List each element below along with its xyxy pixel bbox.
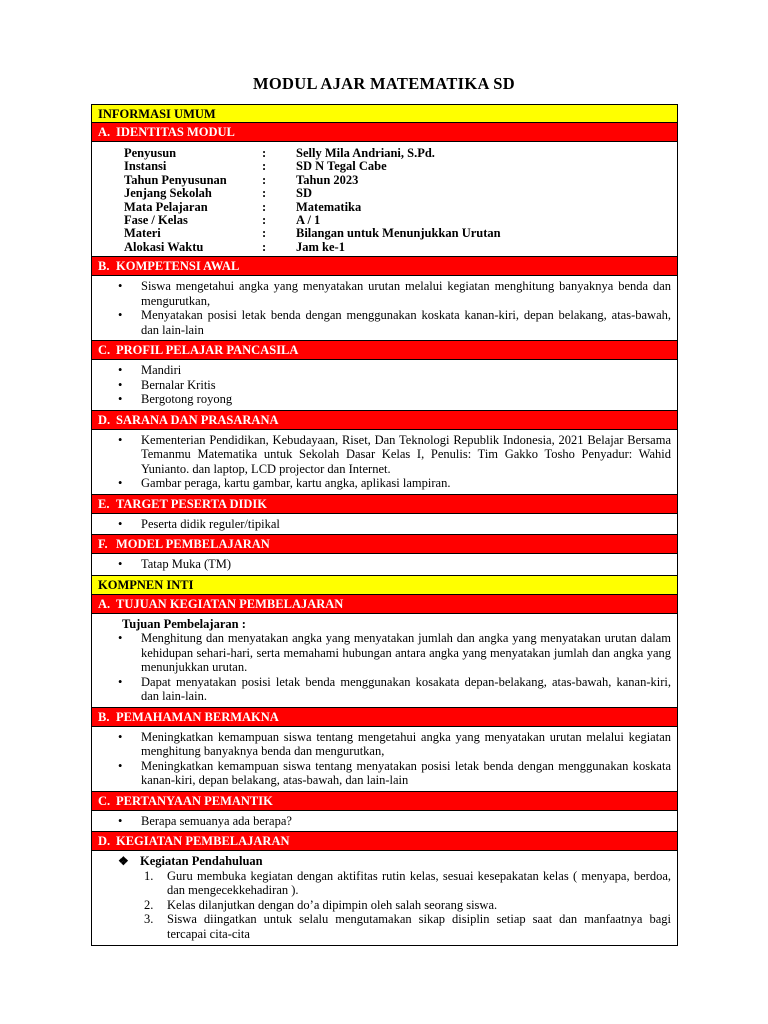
identitas-value: A / 1 bbox=[296, 212, 321, 227]
list-item: • Siswa mengetahui angka yang menyatakan urutan melalui kegiatan menghitung banyaknya benda dan mengurutkan, bbox=[92, 279, 671, 308]
list-item: • Gambar peraga, kartu gambar, kartu angka, aplikasi lampiran. bbox=[92, 476, 671, 491]
section-header-tujuan bbox=[91, 595, 678, 614]
step-number: 3. bbox=[144, 912, 154, 927]
identitas-value: SD N Tegal Cabe bbox=[296, 159, 387, 174]
identitas-colon: : bbox=[262, 159, 267, 174]
identitas-table bbox=[91, 142, 678, 257]
profil-pelajar-content bbox=[91, 360, 678, 411]
list-item: • Berapa semuanya ada berapa? bbox=[92, 814, 671, 829]
identitas-value: Jam ke-1 bbox=[296, 239, 345, 254]
module-document bbox=[91, 104, 678, 946]
section-letter: A. bbox=[98, 596, 111, 611]
diamond-bullet-icon: ❖ bbox=[118, 854, 129, 869]
list-item: • Mandiri bbox=[92, 363, 671, 378]
identitas-row bbox=[124, 147, 677, 160]
target-peserta-content bbox=[91, 514, 678, 536]
identitas-key: Instansi bbox=[124, 159, 167, 174]
list-item: • Kementerian Pendidikan, Kebudayaan, Riset, Dan Teknologi Republik Indonesia, 2021 Belajar Bersama Temanmu Matematika untuk Sekolah Dasar Kelas I, Penulis: Tim Gakko Tosho Penyadur: Wahid Yunianto. dan laptop, LCD projector dan Internet. bbox=[92, 433, 671, 477]
section-letter: C. bbox=[98, 793, 111, 808]
section-header-kegiatan bbox=[91, 832, 678, 851]
section-header-model-pembelajaran bbox=[91, 535, 678, 554]
section-title: KOMPETENSI AWAL bbox=[116, 259, 240, 274]
section-title: PERTANYAAN PEMANTIK bbox=[116, 793, 273, 808]
section-title: TARGET PESERTA DIDIK bbox=[116, 496, 267, 511]
list-item: • Tatap Muka (TM) bbox=[92, 557, 671, 572]
section-header-target-peserta bbox=[91, 495, 678, 514]
section-header-profil-pelajar bbox=[91, 341, 678, 360]
section-letter: F. bbox=[98, 537, 108, 552]
identitas-key: Mata Pelajaran bbox=[124, 199, 208, 214]
step-number: 1. bbox=[144, 868, 154, 883]
section-letter: B. bbox=[98, 709, 110, 724]
identitas-row bbox=[124, 187, 677, 200]
section-header-informasi-umum: INFORMASI UMUM bbox=[91, 104, 678, 123]
section-header-pertanyaan bbox=[91, 792, 678, 811]
identitas-row bbox=[124, 241, 677, 254]
identitas-key: Penyusun bbox=[124, 146, 177, 160]
section-header-komponen-inti: KOMPNEN INTI bbox=[91, 576, 678, 595]
list-item: • Menyatakan posisi letak benda dengan menggunakan koskata kanan-kiri, depan belakang, atas-bawah, dan lain-lain bbox=[92, 308, 671, 337]
identitas-colon: : bbox=[262, 199, 267, 214]
identitas-key: Fase / Kelas bbox=[124, 212, 188, 227]
section-letter: B. bbox=[98, 259, 110, 274]
step-text: Siswa diingatkan untuk selalu mengutamakan sikap disiplin setiap saat dan manfaatnya bagi tercapai cita-cita bbox=[167, 912, 671, 941]
list-item bbox=[92, 869, 671, 898]
identitas-key: Materi bbox=[124, 226, 161, 241]
section-letter: A. bbox=[98, 125, 111, 139]
pemahaman-content bbox=[91, 727, 678, 792]
identitas-key: Alokasi Waktu bbox=[124, 239, 204, 254]
section-letter: C. bbox=[98, 343, 111, 358]
step-text: Guru membuka kegiatan dengan aktifitas rutin kelas, sesuai kesepakatan kelas ( menyapa, berdoa, dan mengecekkehadiran ). bbox=[167, 868, 671, 898]
section-title: TUJUAN KEGIATAN PEMBELAJARAN bbox=[116, 596, 344, 611]
step-text: Kelas dilanjutkan dengan do’a dipimpin oleh salah seorang siswa. bbox=[167, 897, 498, 912]
identitas-row bbox=[124, 227, 677, 240]
list-item: • Peserta didik reguler/tipikal bbox=[92, 517, 671, 532]
identitas-colon: : bbox=[262, 186, 267, 201]
step-number: 2. bbox=[144, 897, 154, 912]
section-title: SARANA DAN PRASARANA bbox=[116, 412, 279, 427]
identitas-value: Bilangan untuk Menunjukkan Urutan bbox=[296, 226, 501, 241]
identitas-colon: : bbox=[262, 146, 267, 160]
identitas-colon: : bbox=[262, 172, 267, 187]
identitas-value: Tahun 2023 bbox=[296, 172, 359, 187]
identitas-value: Matematika bbox=[296, 199, 362, 214]
kegiatan-content bbox=[91, 851, 678, 946]
identitas-key: Jenjang Sekolah bbox=[124, 186, 212, 201]
list-item: • Dapat menyatakan posisi letak benda menggunakan kosakata depan-belakang, atas-bawah, kanan-kiri, dan lain-lain. bbox=[92, 675, 671, 704]
list-item: • Menghitung dan menyatakan angka yang menyatakan jumlah dan angka yang menyatakan urutan dalam kehidupan sehari-hari, serta memahami hubungan antara angka yang menyatakan jumlah dan angka yang menunjukkan urutan. bbox=[92, 631, 671, 675]
section-title: IDENTITAS MODUL bbox=[116, 125, 235, 139]
section-letter: D. bbox=[98, 412, 111, 427]
kompetensi-awal-content bbox=[91, 276, 678, 341]
identitas-value: Selly Mila Andriani, S.Pd. bbox=[296, 146, 435, 160]
list-item: • Bernalar Kritis bbox=[92, 378, 671, 393]
tujuan-subhead: Tujuan Pembelajaran : bbox=[122, 616, 246, 631]
section-letter: D. bbox=[98, 834, 111, 849]
kegiatan-subhead-text: Kegiatan Pendahuluan bbox=[140, 854, 263, 869]
pertanyaan-content bbox=[91, 811, 678, 833]
section-header-identitas-modul bbox=[91, 123, 678, 142]
section-header-sarana-prasarana bbox=[91, 411, 678, 430]
section-title: KEGIATAN PEMBELAJARAN bbox=[116, 834, 290, 849]
identitas-value: SD bbox=[296, 186, 312, 201]
list-item: • Meningkatkan kemampuan siswa tentang menyatakan posisi letak benda dengan menggunakan koskata kanan-kiri, depan belakang, atas-bawah, dan lain-lain bbox=[92, 759, 671, 788]
section-title: PROFIL PELAJAR PANCASILA bbox=[116, 343, 299, 358]
list-item bbox=[92, 898, 671, 913]
identitas-colon: : bbox=[262, 239, 267, 254]
identitas-row bbox=[124, 201, 677, 214]
identitas-colon: : bbox=[262, 226, 267, 241]
list-item bbox=[92, 912, 671, 941]
section-header-pemahaman bbox=[91, 708, 678, 727]
sarana-prasarana-content bbox=[91, 430, 678, 495]
section-title: MODEL PEMBELAJARAN bbox=[116, 537, 270, 552]
tujuan-content bbox=[91, 614, 678, 708]
identitas-colon: : bbox=[262, 212, 267, 227]
identitas-row bbox=[124, 214, 677, 227]
identitas-key: Tahun Penyusunan bbox=[124, 172, 227, 187]
section-letter: E. bbox=[98, 496, 110, 511]
kegiatan-subhead bbox=[92, 854, 671, 869]
section-header-kompetensi-awal bbox=[91, 257, 678, 276]
identitas-row bbox=[124, 174, 677, 187]
list-item: • Meningkatkan kemampuan siswa tentang mengetahui angka yang menyatakan urutan melalui kegiatan menghitung banyaknya benda dan mengurutkan, bbox=[92, 730, 671, 759]
list-item: • Bergotong royong bbox=[92, 392, 671, 407]
model-pembelajaran-content bbox=[91, 554, 678, 576]
identitas-row bbox=[124, 160, 677, 173]
section-title: PEMAHAMAN BERMAKNA bbox=[116, 709, 279, 724]
page-title: MODUL AJAR MATEMATIKA SD bbox=[253, 74, 515, 93]
